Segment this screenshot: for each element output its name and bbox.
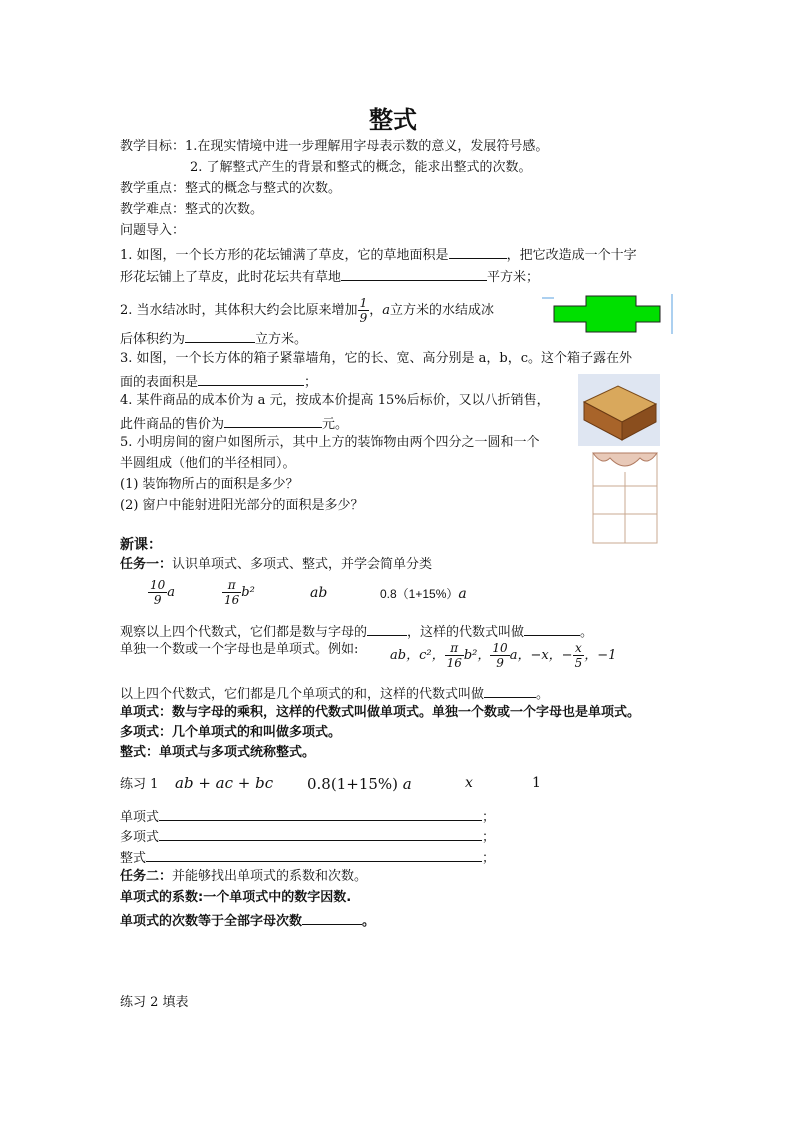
answer-blank[interactable]: [185, 328, 255, 343]
monomial-examples: [390, 641, 616, 670]
fill-label: 单项式: [120, 810, 160, 825]
exercise-2-label: 练习 2 填表: [120, 995, 189, 1010]
question-1-text-c: 形花坛铺上了草皮，此时花坛共有草地: [120, 270, 342, 285]
observe-1-text-a: 观察以上四个代数式，它们都是数与字母的: [120, 625, 368, 640]
question-5-sub-2: (2) 窗户中能射进阳光部分的面积是多少？: [120, 498, 364, 513]
question-number: 1.: [120, 248, 133, 263]
numerator: x: [573, 641, 585, 656]
numerator: 1: [359, 296, 368, 310]
definition-monomial: 单项式：数与字母的乘积，这样的代数式叫做单项式。单独一个数或一个字母也是单项式。: [120, 705, 641, 720]
example-ab-c2: ab，c²，: [390, 648, 445, 663]
question-4-line-1: [120, 392, 550, 410]
answer-blank[interactable]: [224, 413, 322, 428]
fraction-one-ninth: [358, 296, 370, 325]
question-number: 4.: [120, 393, 133, 408]
fill-end: ；: [482, 851, 496, 866]
question-2-line-1: [120, 296, 494, 325]
expression-4: [380, 585, 467, 602]
observe-1-text-b: ，这样的代数式叫做: [407, 625, 525, 640]
observe-2-text-b: 。: [536, 687, 550, 702]
question-4-text-a: 某件商品的成本价为 a 元，按成本价提高 15%后标价，又以八折销售，: [136, 393, 550, 408]
question-3-text-b: 面的表面积是: [120, 375, 199, 390]
variable: a: [167, 585, 176, 600]
question-2-text-d: 后体积约为: [120, 332, 186, 347]
question-number: 2.: [120, 303, 133, 318]
box-corner-figure: [578, 374, 660, 446]
fill-label: 整式: [120, 851, 147, 866]
definition-polynomial: 多项式：几个单项式的和叫做多项式。: [120, 725, 342, 740]
intro-label: 问题导入：: [120, 223, 186, 238]
fill-monomial: [120, 806, 495, 827]
observe-2-text-a: 以上四个代数式，它们都是几个单项式的和，这样的代数式叫做: [120, 687, 485, 702]
expression-1: [148, 578, 175, 607]
question-3-line-2: [120, 371, 317, 392]
fraction: [222, 578, 241, 607]
variable-a: a: [382, 303, 390, 318]
question-4-line-2: [120, 413, 348, 434]
question-3-text-c: ；: [304, 375, 318, 390]
cross-shape: [554, 296, 660, 332]
question-5-line-2: 半圆组成（他们的半径相同）。: [120, 456, 296, 471]
question-number: 3.: [120, 351, 133, 366]
observe-1: [120, 621, 593, 642]
question-number: 5.: [120, 435, 133, 450]
question-2-comma: ，: [369, 303, 383, 318]
observe-1-text-c: 。: [580, 625, 594, 640]
question-1-text-a: 如图，一个长方形的花坛铺满了草皮，它的草地面积是: [136, 248, 449, 263]
question-1-text-b: ，把它改造成一个十字: [506, 248, 637, 263]
numerator: π: [445, 641, 464, 656]
answer-blank[interactable]: [484, 683, 536, 698]
exercise-1-label: 练习 1: [120, 777, 159, 792]
fill-integral: [120, 847, 495, 868]
question-1-line-2: [120, 266, 539, 287]
fraction: [573, 641, 585, 670]
question-2-text-e: 立方米。: [255, 332, 308, 347]
denominator: 5: [574, 656, 583, 670]
denominator: 16: [224, 593, 240, 607]
task-1-label: 任务一：: [120, 557, 173, 572]
task-2-label: 任务二：: [120, 869, 173, 884]
expression-3: ab: [310, 585, 328, 601]
denominator: 9: [153, 593, 162, 607]
example-a-x: a，−x，−: [509, 648, 573, 663]
objective-2: 2. 了解整式产生的背景和整式的概念，能求出整式的次数。: [190, 160, 532, 175]
answer-blank[interactable]: [146, 847, 482, 862]
answer-blank[interactable]: [159, 826, 482, 841]
teaching-focus: 教学重点：整式的概念与整式的次数。: [120, 181, 342, 196]
answer-blank[interactable]: [341, 266, 487, 281]
question-2-line-2: [120, 328, 307, 349]
exercise-1-expression-2: [307, 775, 412, 793]
example-minus-one: ，−1: [584, 648, 617, 663]
question-5-sub-1: (1) 装饰物所占的面积是多少？: [120, 477, 299, 492]
question-4-text-c: 元。: [322, 417, 349, 432]
fill-polynomial: [120, 826, 495, 847]
numerator: π: [222, 578, 241, 593]
answer-blank[interactable]: [367, 621, 407, 636]
denominator: 9: [359, 311, 368, 325]
variable: a: [458, 586, 467, 602]
exercise-1-expression-4: 1: [532, 775, 541, 791]
degree-text: 单项式的次数等于全部字母次数: [120, 914, 303, 929]
question-2-text-a: 当水结冰时，其体积大约会比原来增加: [136, 303, 358, 318]
degree-end: 。: [362, 914, 376, 929]
fill-end: ；: [482, 830, 496, 845]
exercise-1-expression-3: x: [465, 775, 473, 791]
question-3-line-1: [120, 350, 632, 368]
objective-1: 1.在现实情境中进一步理解用字母表示数的意义，发展符号感。: [185, 139, 549, 154]
numerator: 10: [492, 641, 508, 655]
variable: b²: [241, 585, 255, 600]
page-title: 整式: [369, 106, 417, 134]
answer-blank[interactable]: [302, 910, 362, 925]
question-2-text-c: 立方米的水结成冰: [389, 303, 494, 318]
fill-end: ；: [482, 810, 496, 825]
denominator: 16: [446, 656, 462, 670]
variable: a: [402, 775, 412, 793]
task-2-text: 并能够找出单项式的系数和次数。: [172, 869, 368, 884]
task-1-text: 认识单项式、多项式、整式，并学会简单分类: [172, 557, 433, 572]
coefficient: 0.8(1+15%): [307, 775, 399, 793]
single-monomial-text: 单独一个数或一个字母也是单项式。例如:: [120, 642, 359, 657]
cross-garden-figure: [540, 290, 680, 336]
new-lesson-heading: 新课：: [120, 537, 162, 553]
question-5-line-1: [120, 434, 540, 452]
expression-2: [222, 578, 255, 607]
example-b2: b²，: [463, 648, 491, 663]
answer-blank[interactable]: [524, 621, 580, 636]
objectives-line-1: [120, 138, 548, 156]
question-3-text-a: 如图，一个长方体的箱子紧靠墙角，它的长、宽、高分别是 a，b，c。这个箱子露在外: [136, 351, 633, 366]
window-figure: [592, 452, 658, 544]
question-4-text-b: 此件商品的售价为: [120, 417, 225, 432]
exercise-1-expression-1: ab + ac + bc: [175, 774, 274, 792]
fill-label: 多项式: [120, 830, 160, 845]
denominator: 9: [496, 656, 504, 670]
definition-coefficient: 单项式的系数:一个单项式中的数字因数.: [120, 890, 352, 905]
expression-4-coefficient: 0.8（1+15%）: [380, 587, 459, 601]
fraction: [490, 641, 509, 670]
question-5-text-a: 小明房间的窗户如图所示，其中上方的装饰物由两个四分之一圆和一个: [136, 435, 540, 450]
fraction: [148, 578, 167, 607]
definition-degree: [120, 910, 375, 931]
objectives-label: 教学目标：: [120, 139, 186, 154]
answer-blank[interactable]: [449, 244, 507, 259]
fraction: [445, 641, 464, 670]
definition-integral-expression: 整式：单项式与多项式统称整式。: [120, 745, 316, 760]
teaching-difficulty: 教学难点：整式的次数。: [120, 202, 264, 217]
observe-2: [120, 683, 549, 704]
question-1-line-1: [120, 244, 637, 265]
numerator: 10: [150, 578, 166, 592]
answer-blank[interactable]: [198, 371, 304, 386]
task-2: [120, 868, 367, 886]
answer-blank[interactable]: [159, 806, 482, 821]
question-1-text-d: 平方米；: [487, 270, 540, 285]
task-1: [120, 556, 432, 574]
